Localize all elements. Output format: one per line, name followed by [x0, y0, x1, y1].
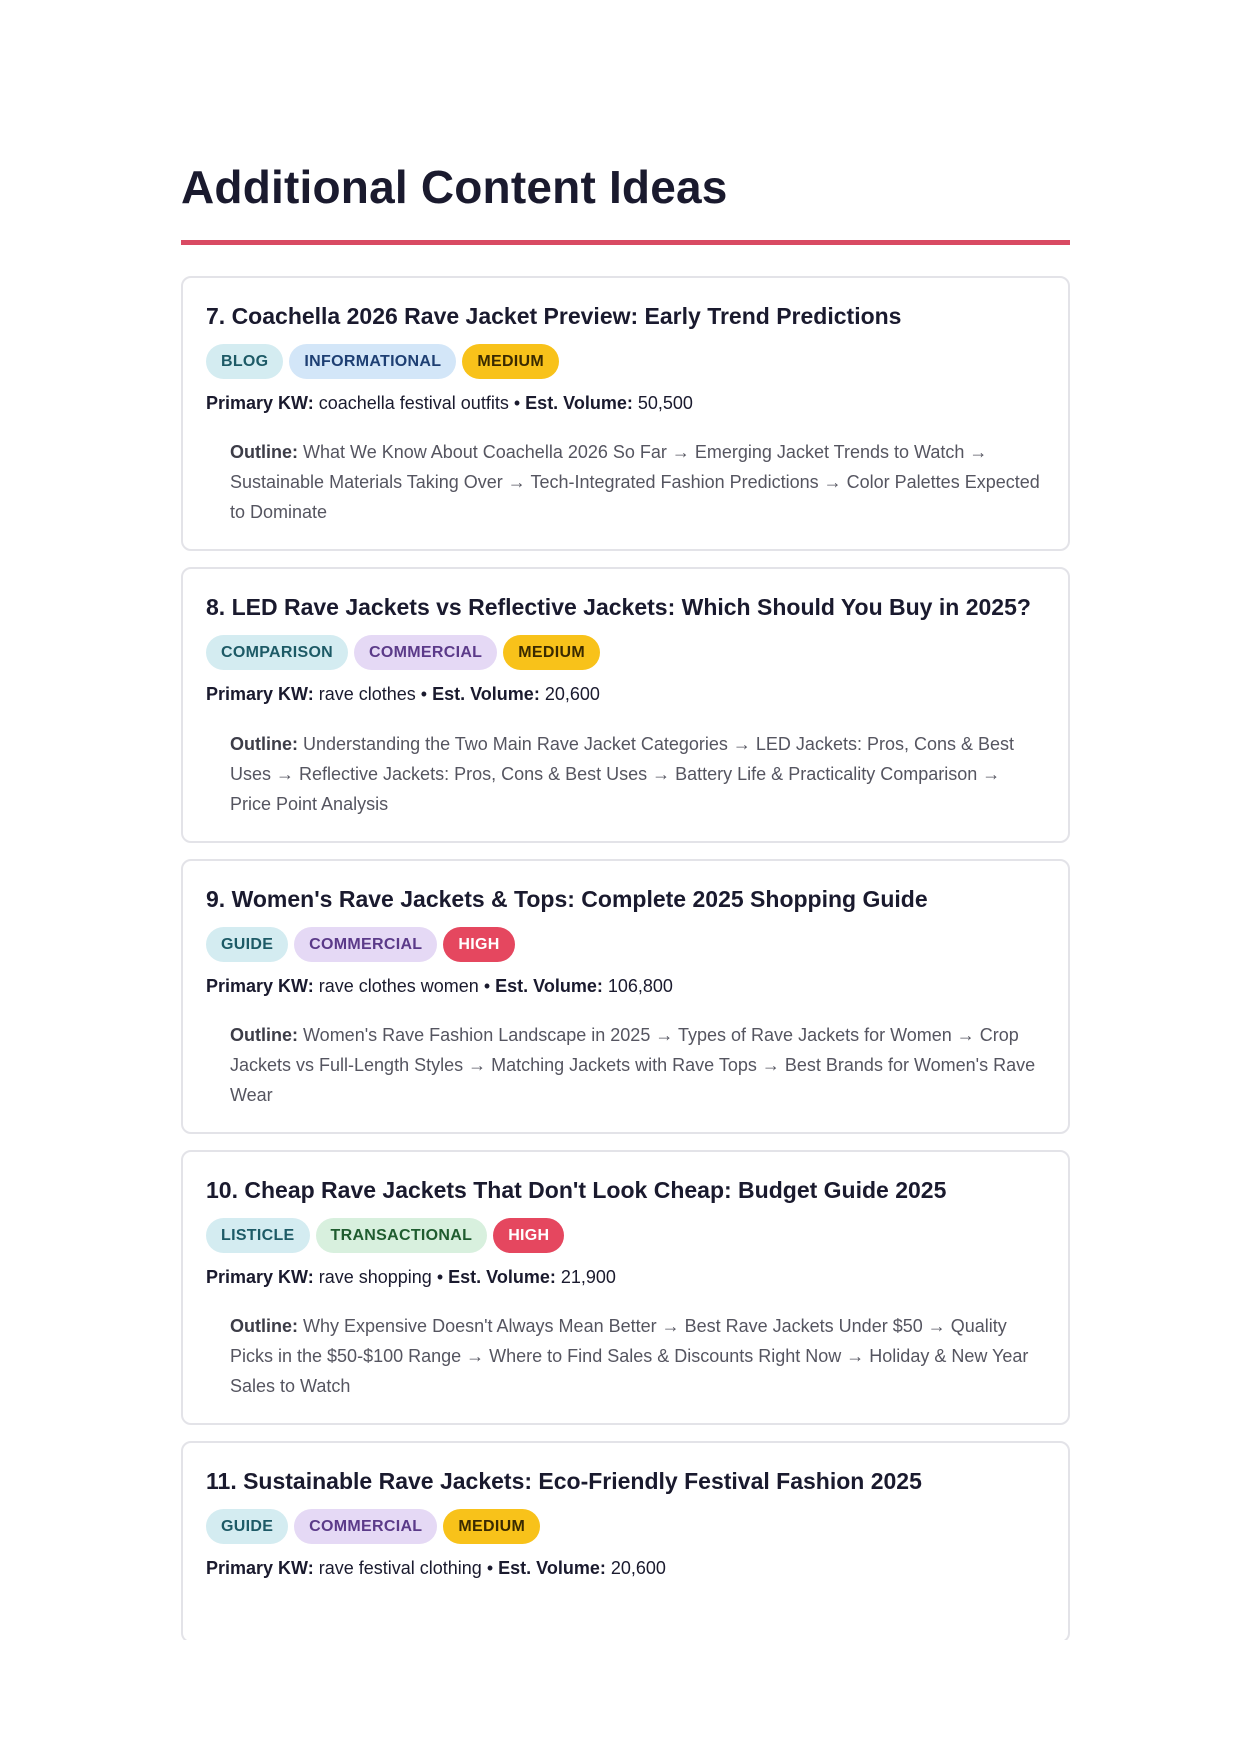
est-volume-value: 20,600	[544, 684, 600, 705]
outline-label: Outline:	[230, 733, 298, 754]
idea-title: 11. Sustainable Rave Jackets: Eco-Friendly Festival Fashion 2025	[206, 1468, 922, 1495]
separator: •	[436, 1266, 444, 1287]
content-idea-card	[181, 859, 1070, 1134]
tag-row	[206, 1509, 1045, 1544]
primary-kw-label: Primary KW:	[206, 684, 314, 705]
separator: •	[483, 975, 491, 996]
tag-row	[206, 927, 1045, 962]
est-volume-value: 21,900	[560, 1266, 616, 1287]
page-title: Additional Content Ideas	[181, 161, 728, 213]
separator: •	[513, 393, 521, 414]
outline-label: Outline:	[230, 442, 298, 463]
idea-title: 10. Cheap Rave Jackets That Don't Look Cheap: Budget Guide 2025	[206, 1177, 947, 1204]
keyword-line	[206, 1266, 1045, 1289]
outline-text: What We Know About Coachella 2026 So Far → Emerging Jacket Trends to Watch → Sustainable Materials Taking Over → Tech-Integrated Fashion Predictions → Color Palettes Expected to Dominate	[230, 442, 1040, 523]
intent-tag: COMMERCIAL	[294, 1509, 437, 1544]
keyword-line	[206, 975, 1045, 998]
idea-title: 7. Coachella 2026 Rave Jacket Preview: Early Trend Predictions	[206, 303, 902, 330]
format-tag: GUIDE	[206, 1509, 288, 1544]
est-volume-value: 106,800	[607, 975, 673, 996]
primary-kw-value: coachella festival outfits	[318, 393, 509, 414]
est-volume-label: Est. Volume:	[525, 393, 633, 414]
format-tag: COMPARISON	[206, 635, 348, 670]
keyword-line	[206, 392, 1045, 415]
tag-row	[206, 1218, 1045, 1253]
primary-kw-label: Primary KW:	[206, 975, 314, 996]
document-page	[181, 160, 1070, 1640]
outline	[206, 437, 1045, 527]
intent-tag: COMMERCIAL	[294, 927, 437, 962]
content-idea-card	[181, 1150, 1070, 1425]
content-idea-card	[181, 1441, 1070, 1640]
est-volume-label: Est. Volume:	[432, 684, 540, 705]
priority-tag: HIGH	[493, 1218, 564, 1253]
separator: •	[486, 1558, 494, 1579]
outline-text: Why Expensive Doesn't Always Mean Better → Best Rave Jackets Under $50 → Quality Picks in the $50-$100 Range → Where to Find Sales & Discounts Right Now → Holiday & New Year Sales to Watch	[230, 1316, 1029, 1397]
est-volume-label: Est. Volume:	[498, 1558, 606, 1579]
priority-tag: MEDIUM	[503, 635, 600, 670]
outline	[206, 1020, 1045, 1110]
priority-tag: MEDIUM	[462, 344, 559, 379]
format-tag: BLOG	[206, 344, 283, 379]
primary-kw-label: Primary KW:	[206, 1558, 314, 1579]
format-tag: LISTICLE	[206, 1218, 310, 1253]
content-idea-card	[181, 567, 1070, 842]
format-tag: GUIDE	[206, 927, 288, 962]
priority-tag: HIGH	[443, 927, 514, 962]
keyword-line	[206, 683, 1045, 706]
intent-tag: INFORMATIONAL	[289, 344, 456, 379]
est-volume-value: 20,600	[610, 1558, 666, 1579]
primary-kw-value: rave festival clothing	[318, 1558, 482, 1579]
content-idea-card	[181, 276, 1070, 551]
tag-row	[206, 635, 1045, 670]
intent-tag: COMMERCIAL	[354, 635, 497, 670]
idea-title: 8. LED Rave Jackets vs Reflective Jackets: Which Should You Buy in 2025?	[206, 594, 1031, 621]
title-divider	[181, 240, 1070, 245]
primary-kw-value: rave clothes women	[318, 975, 479, 996]
est-volume-label: Est. Volume:	[495, 975, 603, 996]
outline-label: Outline:	[230, 1025, 298, 1046]
outline-text: Women's Rave Fashion Landscape in 2025 → Types of Rave Jackets for Women → Crop Jackets vs Full-Length Styles → Matching Jackets with Rave Tops → Best Brands for Women's Rave Wear	[230, 1025, 1036, 1106]
est-volume-label: Est. Volume:	[448, 1266, 556, 1287]
primary-kw-label: Primary KW:	[206, 1266, 314, 1287]
primary-kw-value: rave shopping	[318, 1266, 432, 1287]
outline-text: Understanding the Two Main Rave Jacket Categories → LED Jackets: Pros, Cons & Best Uses → Reflective Jackets: Pros, Cons & Best Uses → Battery Life & Practicality Comparison → Price Point Analysis	[230, 733, 1015, 814]
outline-label: Outline:	[230, 1316, 298, 1337]
intent-tag: TRANSACTIONAL	[316, 1218, 488, 1253]
idea-title: 9. Women's Rave Jackets & Tops: Complete 2025 Shopping Guide	[206, 885, 928, 912]
primary-kw-label: Primary KW:	[206, 393, 314, 414]
keyword-line	[206, 1557, 1045, 1580]
priority-tag: MEDIUM	[443, 1509, 540, 1544]
separator: •	[420, 684, 428, 705]
primary-kw-value: rave clothes	[318, 684, 416, 705]
outline	[206, 729, 1045, 819]
est-volume-value: 50,500	[637, 393, 693, 414]
outline	[206, 1311, 1045, 1401]
tag-row	[206, 344, 1045, 379]
